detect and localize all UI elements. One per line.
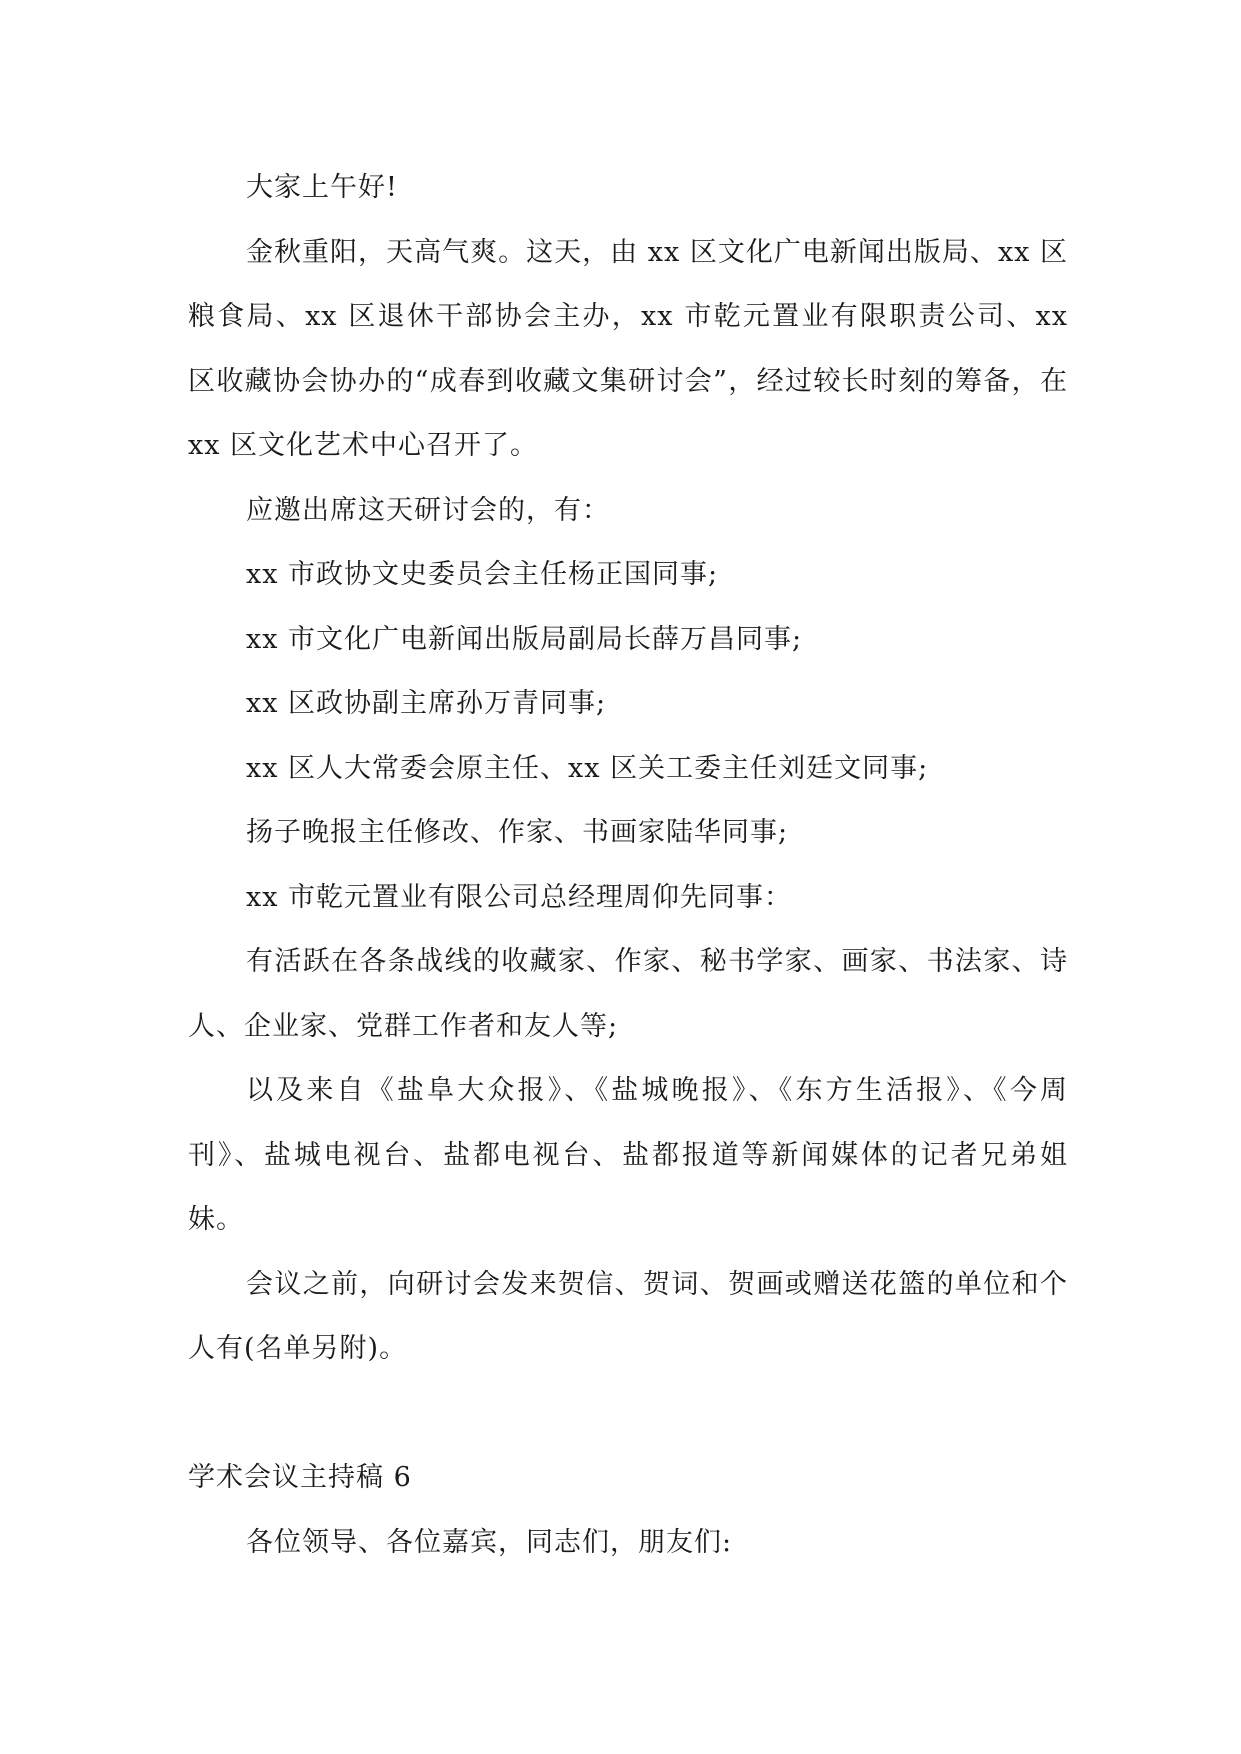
media-paragraph: 以及来自《盐阜大众报》、《盐城晚报》、《东方生活报》、《今周刊》、盐城电视台、盐都电视台、盐都报道等新闻媒体的记者兄弟姐妹。 xyxy=(188,1075,1068,1235)
attendee-item: 扬子晚报主任修改、作家、书画家陆华同事; xyxy=(246,817,789,848)
attendee-group-paragraph: 有活跃在各条战线的收藏家、作家、秘书学家、画家、书法家、诗人、企业家、党群工作者和友人等; xyxy=(188,946,1068,1042)
section-heading: 学术会议主持稿 6 xyxy=(188,1462,412,1493)
attendee-item: xx 区人大常委会原主任、xx 区关工委主任刘廷文同事; xyxy=(246,752,929,784)
attendee-item: xx 市乾元置业有限公司总经理周仰先同事： xyxy=(246,881,793,913)
greeting-paragraph: 大家上午好! xyxy=(246,172,398,203)
congratulations-paragraph: 会议之前，向研讨会发来贺信、贺词、贺画或赠送花篮的单位和个人有(名单另附)。 xyxy=(188,1268,1068,1364)
attendee-item: xx 区政协副主席孙万青同事; xyxy=(246,688,607,719)
attendee-item: xx 市政协文史委员会主任杨正国同事; xyxy=(246,559,719,590)
attendee-item: xx 市文化广电新闻出版局副局长薛万昌同事; xyxy=(246,623,803,655)
intro-paragraph: 金秋重阳，天高气爽。这天，由 xx 区文化广电新闻出版局、xx 区粮食局、xx 区退休干部协会主办，xx 市乾元置业有限职责公司、xx 区收藏协会协办的“成春到收藏文集研讨会”，经过较长时刻的筹备，在 xx 区文化艺术中心召开了。 xyxy=(188,236,1068,461)
attendees-intro-paragraph: 应邀出席这天研讨会的，有： xyxy=(246,494,610,526)
section-spacer xyxy=(188,1382,1068,1447)
salutation-paragraph: 各位领导、各位嘉宾，同志们，朋友们: xyxy=(246,1526,733,1558)
document-body xyxy=(188,156,1068,1575)
